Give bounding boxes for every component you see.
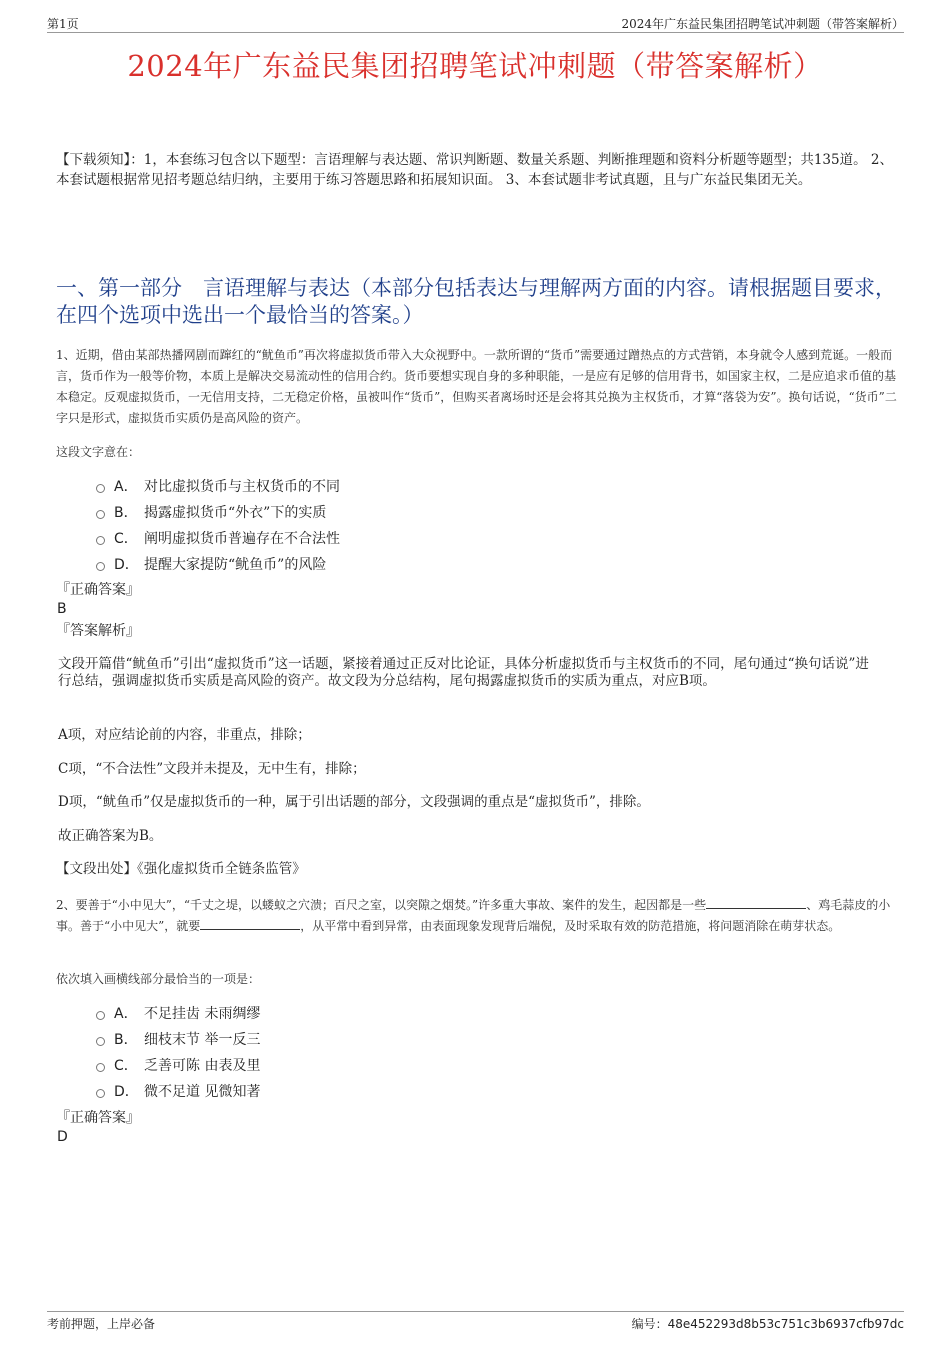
blank-line-2 bbox=[200, 918, 300, 930]
footer-code: 编号：48e452293d8b53c751c3b6937cfb97dc bbox=[631, 1317, 904, 1331]
footer-slogan: 考前押题，上岸必备 bbox=[47, 1317, 156, 1331]
page-footer bbox=[47, 1311, 904, 1332]
download-notice: 【下载须知】：1，本套练习包含以下题型：言语理解与表达题、常识判断题、数量关系题、判断推理题和资料分析题等题型；共135道。 2、本套试题根据常见招考题总结归纳，主要用于练习答题思路和拓展知识面。 3、本套试题非考试真题，且与广东益民集团无关。 bbox=[56, 152, 893, 188]
question-1-option-b[interactable]: B． 揭露虚拟货币“外衣”下的实质 bbox=[96, 499, 340, 525]
question-1-option-c[interactable]: C． 阐明虚拟货币普遍存在不合法性 bbox=[96, 525, 340, 551]
question-2-option-b[interactable]: B． 细枝末节 举一反三 bbox=[96, 1026, 260, 1052]
question-1-note-d: D项，“鱿鱼币”仅是虚拟货币的一种，属于引出话题的部分，文段强调的重点是“虚拟货币”，排除。 bbox=[58, 794, 650, 810]
question-1-source: 【文段出处】《强化虚拟货币全链条监管》 bbox=[56, 861, 306, 877]
question-1-text: 1、近期，借由某部热播网剧而蹿红的“鱿鱼币”再次将虚拟货币带入大众视野中。一款所谓的“货币”需要通过蹭热点的方式营销，本身就令人感到荒诞。一般而言，货币作为一般等价物，本质上是解决交易流动性的信用合约。货币要想实现自身的多种职能，一是应有足够的信用背书，如国家主权，二是应追求币值的基本稳定。反观虚拟货币，一无信用支持，二无稳定价格，虽被叫作“货币”，但购买者离场时还是会将其兑换为主权货币，才算“落袋为安”。换句话说，“货币”二字只是形式，虚拟货币实质仍是高风险的资产。 bbox=[56, 348, 897, 425]
question-2-option-d[interactable]: D． 微不足道 见微知著 bbox=[96, 1078, 260, 1104]
radio-icon[interactable] bbox=[96, 1037, 105, 1046]
radio-icon[interactable] bbox=[96, 562, 105, 571]
question-2-option-a[interactable]: A． 不足挂齿 未雨绸缪 bbox=[96, 1000, 260, 1026]
radio-icon[interactable] bbox=[96, 1089, 105, 1098]
question-1-option-a[interactable]: A． 对比虚拟货币与主权货币的不同 bbox=[96, 473, 340, 499]
question-1-stem: 这段文字意在： bbox=[56, 445, 141, 459]
page-number: 第1页 bbox=[47, 17, 79, 31]
radio-icon[interactable] bbox=[96, 1063, 105, 1072]
question-2-stem: 依次填入画横线部分最恰当的一项是： bbox=[56, 972, 261, 986]
question-1-analysis: 文段开篇借“鱿鱼币”引出“虚拟货币”这一话题，紧接着通过正反对比论证，具体分析虚拟货币与主权货币的不同，尾句通过“换句话说”进行总结，强调虚拟货币实质是高风险的资产。故文段为分总结构，尾句揭露虚拟货币的实质为重点，对应B项。 bbox=[58, 656, 869, 689]
radio-icon[interactable] bbox=[96, 484, 105, 493]
question-1-option-d[interactable]: D． 提醒大家提防“鱿鱼币”的风险 bbox=[96, 551, 340, 577]
radio-icon[interactable] bbox=[96, 1011, 105, 1020]
header-doc-title: 2024年广东益民集团招聘笔试冲刺题（带答案解析） bbox=[621, 17, 904, 31]
question-1-conclusion: 故正确答案为B。 bbox=[58, 828, 163, 844]
page-header bbox=[47, 14, 904, 33]
question-1-answer-label: 『正确答案』 bbox=[56, 582, 140, 598]
question-1-note-a: A项，对应结论前的内容，非重点，排除； bbox=[58, 727, 311, 743]
question-2-options bbox=[96, 1000, 260, 1104]
blank-line-1 bbox=[706, 897, 806, 909]
question-2-answer: D bbox=[57, 1129, 68, 1145]
radio-icon[interactable] bbox=[96, 536, 105, 545]
question-1-options bbox=[96, 473, 340, 577]
page-title: 2024年广东益民集团招聘笔试冲刺题（带答案解析） bbox=[127, 49, 823, 83]
question-2-option-c[interactable]: C． 乏善可陈 由表及里 bbox=[96, 1052, 260, 1078]
question-2-text: 2、要善于“小中见大”，“千丈之堤，以蝼蚁之穴溃；百尺之室，以突隙之烟焚。”许多重大事故、案件的发生，起因都是一些 、鸡毛蒜皮的小事。善于“小中见大”，就要 ，从平常中看到异常，由表面现象发现背后端倪，及时采取有效的防范措施，将问题消除在萌芽状态。 bbox=[56, 898, 891, 933]
question-2-answer-label: 『正确答案』 bbox=[56, 1110, 140, 1126]
question-1-analysis-label: 『答案解析』 bbox=[56, 623, 140, 639]
question-1-note-c: C项，“不合法性”文段并未提及，无中生有，排除； bbox=[58, 761, 366, 777]
radio-icon[interactable] bbox=[96, 510, 105, 519]
question-1-answer: B bbox=[57, 601, 67, 617]
section-title: 一、第一部分 言语理解与表达（本部分包括表达与理解两方面的内容。请根据题目要求，在四个选项中选出一个最恰当的答案。） bbox=[56, 276, 896, 327]
